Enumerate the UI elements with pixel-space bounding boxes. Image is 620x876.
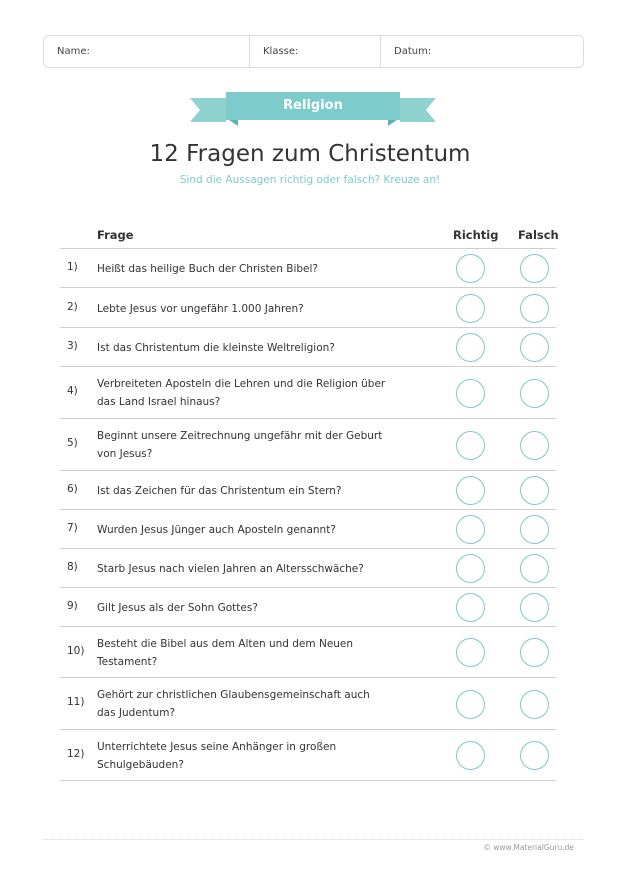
question-line-1: Besteht die Bibel aus dem Alten und dem Neuen (97, 638, 354, 650)
table-row (60, 627, 556, 678)
richtig-checkbox[interactable] (456, 476, 485, 505)
question-text (97, 260, 427, 278)
table-row (60, 678, 556, 730)
question-line-1: Unterrichtete Jesus seine Anhänger in großen (97, 741, 337, 753)
falsch-checkbox[interactable] (520, 476, 549, 505)
table-row (60, 419, 556, 471)
question-number: 12) (67, 748, 85, 760)
falsch-checkbox[interactable] (520, 379, 549, 408)
copyright: © www.MaterialGuru.de (483, 843, 574, 852)
name-field[interactable] (44, 36, 249, 67)
falsch-checkbox[interactable] (520, 690, 549, 719)
question-number: 5) (67, 437, 78, 449)
question-line-1: Ist das Zeichen für das Christentum ein Stern? (97, 485, 342, 497)
question-line-1: Beginnt unsere Zeitrechnung ungefähr mit der Geburt (97, 430, 383, 442)
question-text (97, 427, 427, 463)
falsch-checkbox[interactable] (520, 593, 549, 622)
table-row (60, 588, 556, 627)
question-line-1: Verbreiteten Aposteln die Lehren und die Religion über (97, 378, 386, 390)
question-text (97, 375, 427, 411)
richtig-checkbox[interactable] (456, 638, 485, 667)
question-line-1: Ist das Christentum die kleinste Weltreligion? (97, 342, 335, 354)
falsch-checkbox[interactable] (520, 741, 549, 770)
table-row (60, 510, 556, 549)
question-line-2: Testament? (97, 656, 158, 668)
question-line-2: das Land Israel hinaus? (97, 396, 221, 408)
question-number: 7) (67, 522, 78, 534)
instructions: Sind die Aussagen richtig oder falsch? Kreuze an! (179, 174, 441, 186)
question-text (97, 339, 427, 357)
richtig-checkbox[interactable] (456, 294, 485, 323)
table-row (60, 328, 556, 367)
table-row (60, 289, 556, 328)
falsch-checkbox[interactable] (520, 515, 549, 544)
table-row (60, 249, 556, 288)
richtig-checkbox[interactable] (456, 431, 485, 460)
richtig-checkbox[interactable] (456, 254, 485, 283)
question-number: 2) (67, 301, 78, 313)
question-number: 3) (67, 340, 78, 352)
question-number: 4) (67, 385, 78, 397)
question-text (97, 482, 427, 500)
question-text (97, 521, 427, 539)
question-number: 9) (67, 600, 78, 612)
question-line-1: Gehört zur christlichen Glaubensgemeinschaft auch (97, 689, 370, 701)
richtig-checkbox[interactable] (456, 554, 485, 583)
question-number: 10) (67, 645, 85, 657)
richtig-checkbox[interactable] (456, 515, 485, 544)
richtig-checkbox[interactable] (456, 690, 485, 719)
table-row (60, 471, 556, 510)
question-text (97, 300, 427, 318)
question-line-1: Lebte Jesus vor ungefähr 1.000 Jahren? (97, 303, 304, 315)
subject-label: Religion (283, 98, 343, 113)
question-text (97, 738, 427, 774)
richtig-checkbox[interactable] (456, 741, 485, 770)
richtig-checkbox[interactable] (456, 379, 485, 408)
datum-field[interactable] (380, 36, 583, 67)
falsch-checkbox[interactable] (520, 431, 549, 460)
klasse-label: Klasse: (263, 46, 299, 57)
table-row (60, 730, 556, 781)
question-text (97, 635, 427, 671)
table-header (60, 224, 559, 248)
page-title: 12 Fragen zum Christentum (149, 141, 471, 167)
table-row (60, 367, 556, 419)
falsch-checkbox[interactable] (520, 333, 549, 362)
falsch-checkbox[interactable] (520, 554, 549, 583)
column-header-falsch: Falsch (518, 228, 559, 242)
column-header-richtig: Richtig (453, 228, 499, 242)
question-text (97, 686, 427, 722)
student-info-box (43, 35, 584, 68)
question-number: 11) (67, 696, 85, 708)
column-header-frage: Frage (97, 228, 134, 242)
question-line-2: Schulgebäuden? (97, 759, 184, 771)
question-text (97, 599, 427, 617)
question-line-1: Starb Jesus nach vielen Jahren an Altersschwäche? (97, 563, 364, 575)
table-row (60, 549, 556, 588)
datum-label: Datum: (394, 46, 432, 57)
question-line-1: Heißt das heilige Buch der Christen Bibel? (97, 263, 318, 275)
name-label: Name: (57, 46, 90, 57)
question-line-2: von Jesus? (97, 448, 153, 460)
subject-ribbon (190, 92, 436, 128)
falsch-checkbox[interactable] (520, 294, 549, 323)
question-line-2: das Judentum? (97, 707, 176, 719)
question-number: 8) (67, 561, 78, 573)
falsch-checkbox[interactable] (520, 254, 549, 283)
footer-divider (43, 839, 584, 841)
question-number: 6) (67, 483, 78, 495)
richtig-checkbox[interactable] (456, 593, 485, 622)
question-line-1: Gilt Jesus als der Sohn Gottes? (97, 602, 258, 614)
falsch-checkbox[interactable] (520, 638, 549, 667)
klasse-field[interactable] (249, 36, 380, 67)
question-number: 1) (67, 261, 78, 273)
question-text (97, 560, 427, 578)
richtig-checkbox[interactable] (456, 333, 485, 362)
question-line-1: Wurden Jesus Jünger auch Aposteln genannt? (97, 524, 336, 536)
